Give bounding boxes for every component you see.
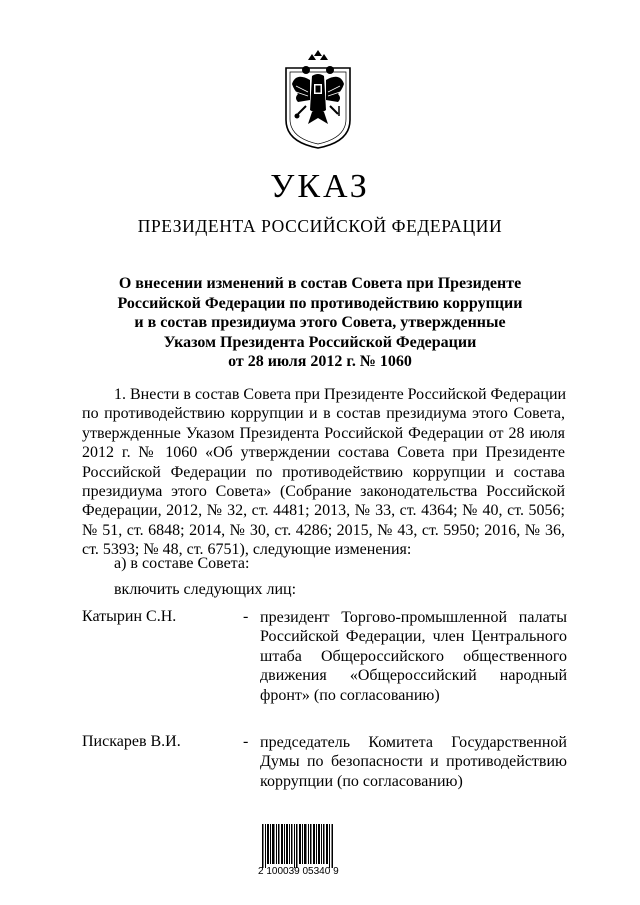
decree-heading [80,274,560,372]
person-description [260,733,567,791]
document-title: УКАЗ [270,168,370,205]
heading-line: О внесении изменений в состав Совета при Президенте [118,275,522,292]
paragraph-line: 1. Внести в состав Совета при Президенте Российской Федерации [114,386,567,403]
heading-line: Указом Президента Российской Федерации [163,333,477,351]
paragraph-line: ст. 5393; № 48, ст. 6751), следующие изменения: [82,541,412,559]
person-name: Пискарев В.И. [82,733,181,750]
description-line: фронт» (по согласованию) [260,686,440,704]
barcode-icon [262,824,334,868]
paragraph-line: № 51, ст. 6848; 2014, № 30, ст. 4286; 2015, № 43, ст. 5950; 2016, № 36, [82,521,565,539]
description-line: Российской Федерации, член Центрального [260,628,567,646]
person-dash: - [243,733,249,750]
person-dash: - [243,608,249,625]
heading-line: и в состав президиума этого Совета, утвержденные [134,314,506,331]
description-line: коррупции (по согласованию) [260,772,463,790]
paragraph-line: президиума этого Совета» (Собрание законодательства Российской [82,482,565,500]
description-line: движения «Общероссийский народный [260,667,567,685]
description-line: президент Торгово-промышленной палаты [260,609,567,626]
heading-line: от 28 июля 2012 г. № 1060 [228,353,412,370]
description-line: Думы по безопасности и противодействию [260,753,567,771]
paragraph-1 [82,385,565,560]
paragraph-line: по противодействию коррупции и в состав президиума этого Совета, [82,405,565,423]
barcode-number: 2 100039 05340 9 [258,866,339,877]
person-name: Катырин С.Н. [82,608,177,625]
state-emblem-icon [272,50,364,150]
subparagraph-a: а) в составе Совета: [114,555,250,572]
paragraph-line: Российской Федерации по противодействию коррупции и состава [82,463,565,481]
description-line: председатель Комитета Государственной [260,734,567,751]
paragraph-line: 2012 г. № 1060 «Об утверждении состава Совета при Президенте [82,444,565,462]
include-text: включить следующих лиц: [114,581,297,598]
paragraph-line: Федерации, 2012, № 32, ст. 4481; 2013, № 33, ст. 4364; № 40, ст. 5056; [82,502,565,520]
document-subtitle: ПРЕЗИДЕНТА РОССИЙСКОЙ ФЕДЕРАЦИИ [137,216,503,236]
paragraph-line: утвержденные Указом Президента Российской Федерации от 28 июля [82,424,565,442]
description-line: штаба Общероссийского общественного [260,647,567,665]
person-description [260,608,567,705]
heading-line: Российской Федерации по противодействию коррупции [117,294,523,312]
